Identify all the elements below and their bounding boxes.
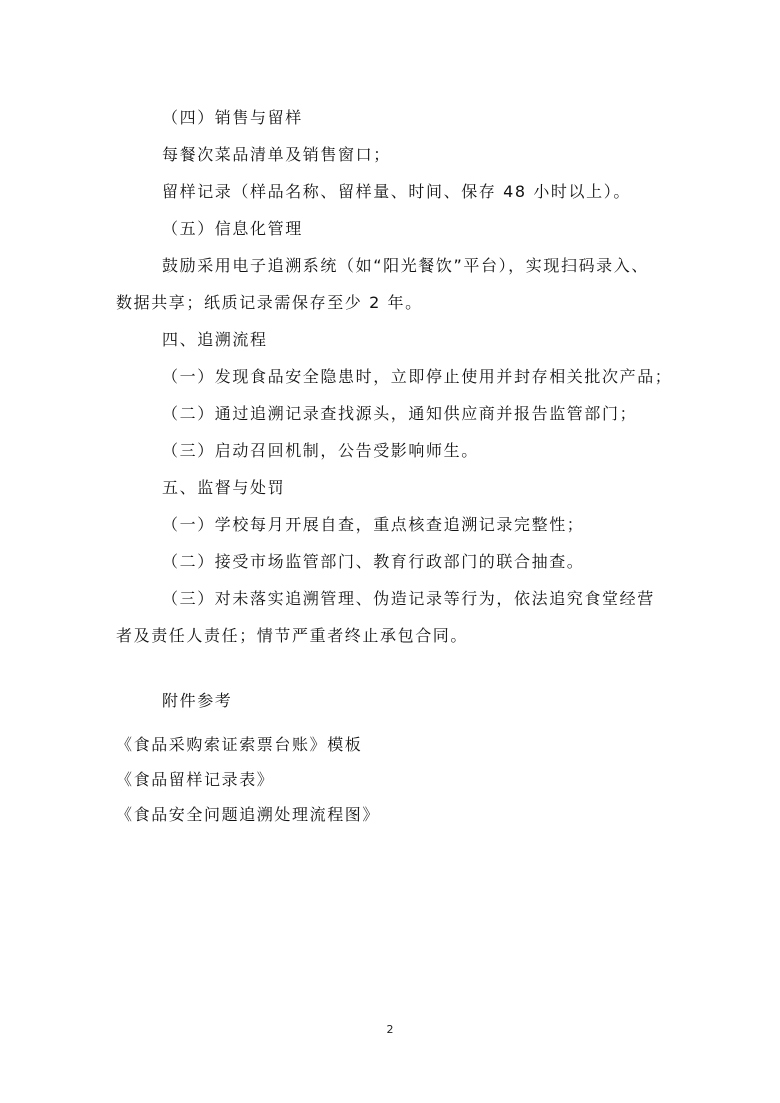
appendix-item: 《食品安全问题追溯处理流程图》 — [116, 805, 381, 824]
paragraph-line: （三）对未落实追溯管理、伪造记录等行为，依法追究食堂经营 — [162, 589, 655, 608]
heading-sales-and-sampling: （四）销售与留样 — [162, 108, 303, 127]
heading-informatization: （五）信息化管理 — [162, 219, 303, 238]
paragraph-line: 每餐次菜品清单及销售窗口； — [162, 145, 391, 164]
appendix-heading: 附件参考 — [162, 691, 233, 710]
paragraph-line: 留样记录（样品名称、留样量、时间、保存 48 小时以上）。 — [162, 182, 631, 201]
paragraph-line: 数据共享；纸质记录需保存至少 2 年。 — [116, 293, 423, 312]
paragraph-line: （三）启动召回机制，公告受影响师生。 — [162, 441, 479, 460]
appendix-item: 《食品留样记录表》 — [116, 770, 275, 789]
section-heading-supervision-and-penalty: 五、监督与处罚 — [162, 478, 286, 497]
paragraph-line: （一）学校每月开展自查，重点核查追溯记录完整性； — [162, 515, 585, 534]
paragraph-line: （二）接受市场监管部门、教育行政部门的联合抽查。 — [162, 552, 585, 571]
paragraph-line: （二）通过追溯记录查找源头，通知供应商并报告监管部门； — [162, 404, 638, 423]
appendix-item: 《食品采购索证索票台账》模板 — [116, 735, 363, 754]
section-heading-traceability-process: 四、追溯流程 — [162, 330, 268, 349]
paragraph-line: （一）发现食品安全隐患时，立即停止使用并封存相关批次产品； — [162, 367, 673, 386]
paragraph-line: 者及责任人责任；情节严重者终止承包合同。 — [116, 626, 469, 645]
paragraph-line: 鼓励采用电子追溯系统（如“阳光餐饮”平台），实现扫码录入、 — [162, 256, 649, 275]
page-number: 2 — [386, 1023, 394, 1036]
